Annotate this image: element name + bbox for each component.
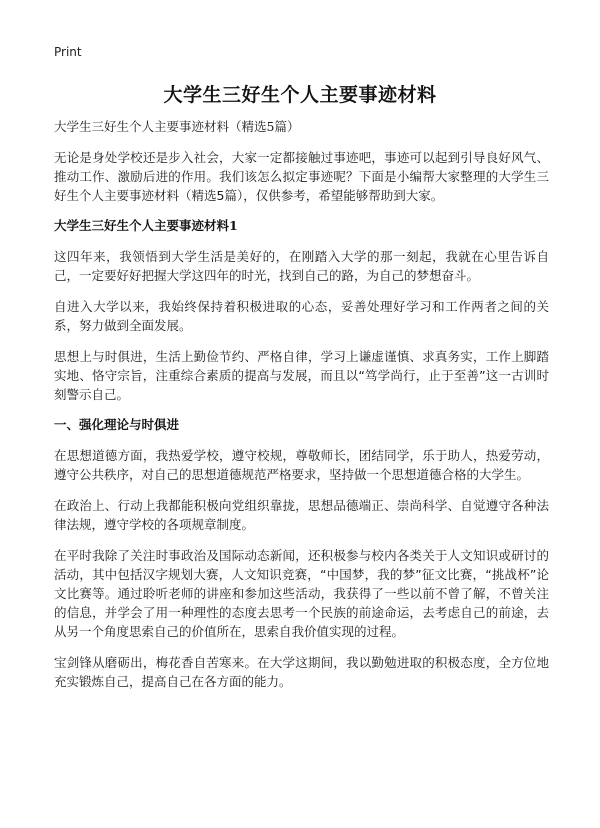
section-heading: 大学生三好生个人主要事迹材料1	[54, 218, 238, 233]
paragraph: 宝剑锋从磨砺出，梅花香自苦寒来。在大学这期间，我以勤勉进取的积极态度，全方位地充实锻炼自己，提高自己在各方面的能力。	[54, 655, 549, 689]
paragraph: 在思想道德方面，我热爱学校，遵守校规，尊敬师长，团结同学，乐于助人，热爱劳动，遵守公共秩序，对自己的思想道德规范严格要求，坚持做一个思想道德合格的大学生。	[54, 448, 549, 482]
subsection-heading: 一、强化理论与时俱进	[54, 417, 180, 432]
document-title: 大学生三好生个人主要事迹材料	[163, 84, 437, 106]
document-body	[54, 118, 549, 703]
document-subtitle: 大学生三好生个人主要事迹材料（精选5篇）	[54, 119, 300, 134]
print-link[interactable]: Print	[54, 45, 82, 59]
paragraph: 思想上与时俱进，生活上勤俭节约、严格自律，学习上谦虚谨慎、求真务实，工作上脚踏实地、恪守宗旨，注重综合素质的提高与发展，而且以“笃学尚行，止于至善”这一古训时刻警示自己。	[54, 349, 549, 402]
paragraph: 这四年来，我领悟到大学生活是美好的，在刚踏入大学的那一刻起，我就在心里告诉自己，一定要好好把握大学这四年的时光，找到自己的路，为自己的梦想奋斗。	[54, 249, 549, 283]
intro-paragraph: 无论是身处学校还是步入社会，大家一定都接触过事迹吧，事迹可以起到引导良好风气、推动工作、激励后进的作用。我们该怎么拟定事迹呢？下面是小编帮大家整理的大学生三好生个人主要事迹材料（精选5篇），仅供参考，希望能够帮助到大家。	[54, 150, 549, 203]
paragraph: 在平时我除了关注时事政治及国际动态新闻，还积极参与校内各类关于人文知识或研讨的活动，其中包括汉字规划大赛，人文知识竞赛，“中国梦，我的梦”征文比赛，“挑战杯”论文比赛等。通过聆听老师的讲座和参加这些活动，我获得了一些以前不曾了解，不曾关注的信息，并学会了用一种理性的态度去思考一个民族的前途命运，去考虑自己的前途，去从另一个角度思索自己的价值所在，思索自我价值实现的过程。	[54, 548, 549, 639]
paragraph: 自进入大学以来，我始终保持着积极进取的心态，妥善处理好学习和工作两者之间的关系，努力做到全面发展。	[54, 299, 549, 333]
paragraph: 在政治上、行动上我都能积极向党组织靠拢，思想品德端正、崇尚科学、自觉遵守各种法律法规，遵守学校的各项规章制度。	[54, 498, 549, 532]
